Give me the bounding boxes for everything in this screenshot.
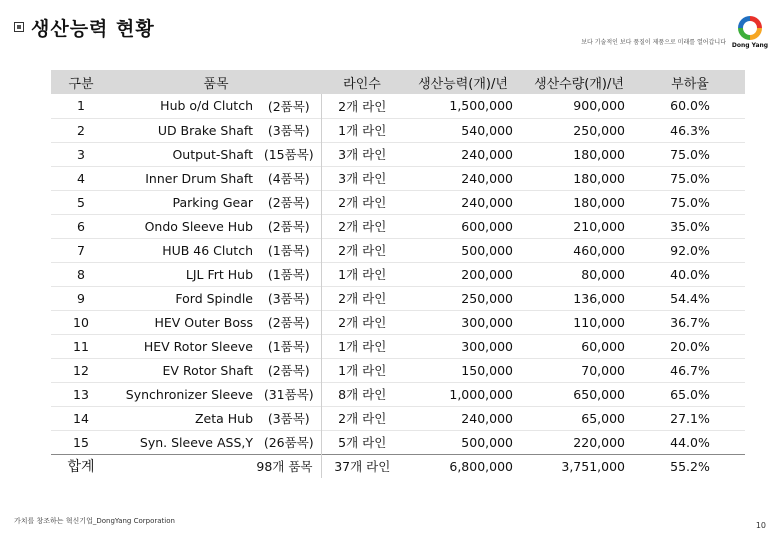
company-logo bbox=[731, 16, 769, 49]
table-row bbox=[51, 238, 745, 262]
item-count: (15품목) bbox=[257, 142, 321, 166]
line-count: 2개 라인 bbox=[338, 243, 387, 258]
table-row bbox=[51, 94, 745, 118]
page-header bbox=[14, 12, 155, 42]
capacity-value: 250,000 bbox=[461, 290, 513, 306]
row-number: 14 bbox=[73, 410, 89, 426]
item-count: (1품목) bbox=[257, 334, 321, 358]
table-row bbox=[51, 286, 745, 310]
item-name: UD Brake Shaft bbox=[157, 122, 253, 138]
total-load-rate: 55.2% bbox=[635, 454, 745, 478]
quantity-value: 650,000 bbox=[573, 386, 625, 402]
table-row bbox=[51, 334, 745, 358]
row-number: 6 bbox=[77, 218, 85, 234]
load-rate-value: 75.0% bbox=[670, 170, 710, 186]
quantity-value: 460,000 bbox=[573, 242, 625, 258]
item-count: (2품목) bbox=[257, 358, 321, 382]
line-count: 3개 라인 bbox=[338, 147, 387, 162]
quantity-value: 80,000 bbox=[581, 266, 625, 282]
item-name: HUB 46 Clutch bbox=[162, 242, 253, 258]
table-row bbox=[51, 118, 745, 142]
line-count: 2개 라인 bbox=[338, 315, 387, 330]
item-name: Output-Shaft bbox=[172, 146, 253, 162]
capacity-value: 240,000 bbox=[461, 170, 513, 186]
footer-text: 가치를 창조하는 혁신기업_DongYang Corporation bbox=[14, 517, 175, 525]
col-header-load-rate: 부하율 bbox=[671, 76, 709, 92]
quantity-value: 180,000 bbox=[573, 194, 625, 210]
line-count: 2개 라인 bbox=[338, 411, 387, 426]
quantity-value: 180,000 bbox=[573, 146, 625, 162]
row-number: 15 bbox=[73, 434, 89, 450]
load-rate-value: 36.7% bbox=[670, 314, 710, 330]
table-row bbox=[51, 214, 745, 238]
capacity-value: 300,000 bbox=[461, 314, 513, 330]
item-name: Inner Drum Shaft bbox=[145, 170, 253, 186]
item-name: HEV Outer Boss bbox=[154, 314, 253, 330]
quantity-value: 70,000 bbox=[581, 362, 625, 378]
item-count: (3품목) bbox=[257, 406, 321, 430]
square-bullet-icon bbox=[14, 22, 24, 32]
item-count: (1품목) bbox=[257, 238, 321, 262]
quantity-value: 180,000 bbox=[573, 170, 625, 186]
capacity-value: 300,000 bbox=[461, 338, 513, 354]
item-count: (1품목) bbox=[257, 262, 321, 286]
item-name: Zeta Hub bbox=[194, 410, 253, 426]
item-name: Hub o/d Clutch bbox=[160, 98, 253, 114]
load-rate-value: 27.1% bbox=[670, 410, 710, 426]
col-header-capacity: 생산능력(개)/년 bbox=[418, 76, 508, 92]
quantity-value: 250,000 bbox=[573, 122, 625, 138]
quantity-value: 210,000 bbox=[573, 218, 625, 234]
row-number: 12 bbox=[73, 362, 89, 378]
table-body bbox=[51, 94, 745, 478]
capacity-value: 240,000 bbox=[461, 146, 513, 162]
item-count: (3품목) bbox=[257, 118, 321, 142]
production-capacity-table bbox=[51, 70, 745, 478]
line-count: 2개 라인 bbox=[338, 195, 387, 210]
row-number: 4 bbox=[77, 170, 85, 186]
item-count: (2품목) bbox=[257, 190, 321, 214]
col-header-quantity: 생산수량(개)/년 bbox=[534, 76, 624, 92]
load-rate-value: 65.0% bbox=[670, 386, 710, 402]
page-number: 10 bbox=[755, 521, 766, 530]
total-item-count: 98개 품목 bbox=[111, 454, 321, 478]
table-row bbox=[51, 166, 745, 190]
quantity-value: 136,000 bbox=[573, 290, 625, 306]
row-number: 9 bbox=[77, 290, 85, 306]
item-count: (2품목) bbox=[257, 310, 321, 334]
quantity-value: 110,000 bbox=[573, 314, 625, 330]
total-row bbox=[51, 454, 745, 478]
table-row bbox=[51, 358, 745, 382]
item-name: Ford Spindle bbox=[175, 290, 253, 306]
col-header-no: 구분 bbox=[68, 76, 94, 92]
item-count: (2품목) bbox=[257, 214, 321, 238]
item-name: LJL Frt Hub bbox=[185, 266, 253, 282]
line-count: 2개 라인 bbox=[338, 219, 387, 234]
page-title: 생산능력 현황 bbox=[31, 17, 155, 40]
row-number: 13 bbox=[73, 386, 89, 402]
capacity-value: 540,000 bbox=[461, 122, 513, 138]
load-rate-value: 75.0% bbox=[670, 194, 710, 210]
company-tagline: 보다 기술적인 보다 품질이 제품으로 미래를 열어갑니다 bbox=[581, 39, 726, 46]
item-count: (26품목) bbox=[257, 430, 321, 454]
load-rate-value: 44.0% bbox=[670, 434, 710, 450]
table-row bbox=[51, 190, 745, 214]
item-name: Synchronizer Sleeve bbox=[125, 386, 253, 402]
capacity-value: 1,000,000 bbox=[449, 386, 513, 402]
item-count: (3품목) bbox=[257, 286, 321, 310]
row-number: 8 bbox=[77, 266, 85, 282]
quantity-value: 900,000 bbox=[573, 98, 625, 114]
load-rate-value: 75.0% bbox=[670, 146, 710, 162]
capacity-value: 240,000 bbox=[461, 410, 513, 426]
quantity-value: 220,000 bbox=[573, 434, 625, 450]
load-rate-value: 54.4% bbox=[670, 290, 710, 306]
table-row bbox=[51, 262, 745, 286]
logo-text: Dong Yang bbox=[731, 42, 769, 49]
row-number: 1 bbox=[77, 98, 85, 114]
quantity-value: 65,000 bbox=[581, 410, 625, 426]
line-count: 2개 라인 bbox=[338, 98, 387, 114]
item-name: Syn. Sleeve ASS,Y bbox=[139, 434, 253, 450]
line-count: 1개 라인 bbox=[338, 123, 387, 138]
load-rate-value: 40.0% bbox=[670, 266, 710, 282]
load-rate-value: 60.0% bbox=[670, 98, 710, 114]
row-number: 10 bbox=[73, 314, 89, 330]
total-capacity: 6,800,000 bbox=[403, 454, 523, 478]
quantity-value: 60,000 bbox=[581, 338, 625, 354]
item-count: (4품목) bbox=[257, 166, 321, 190]
load-rate-value: 92.0% bbox=[670, 242, 710, 258]
capacity-value: 240,000 bbox=[461, 194, 513, 210]
load-rate-value: 20.0% bbox=[670, 338, 710, 354]
logo-ring-icon bbox=[738, 16, 762, 40]
line-count: 8개 라인 bbox=[338, 387, 387, 402]
capacity-value: 500,000 bbox=[461, 434, 513, 450]
line-count: 1개 라인 bbox=[338, 339, 387, 354]
line-count: 3개 라인 bbox=[338, 171, 387, 186]
total-label: 합계 bbox=[51, 454, 111, 478]
line-count: 2개 라인 bbox=[338, 291, 387, 306]
item-name: Parking Gear bbox=[172, 194, 253, 210]
col-header-item: 품목 bbox=[203, 76, 229, 92]
table-row bbox=[51, 382, 745, 406]
item-name: HEV Rotor Sleeve bbox=[143, 338, 253, 354]
item-count: (31품목) bbox=[257, 382, 321, 406]
table-row bbox=[51, 406, 745, 430]
total-quantity: 3,751,000 bbox=[523, 454, 635, 478]
capacity-value: 600,000 bbox=[461, 218, 513, 234]
capacity-value: 200,000 bbox=[461, 266, 513, 282]
load-rate-value: 35.0% bbox=[670, 218, 710, 234]
line-count: 1개 라인 bbox=[338, 363, 387, 378]
table-row bbox=[51, 310, 745, 334]
item-name: EV Rotor Shaft bbox=[162, 362, 253, 378]
table-row bbox=[51, 430, 745, 454]
load-rate-value: 46.3% bbox=[670, 122, 710, 138]
row-number: 5 bbox=[77, 194, 85, 210]
capacity-value: 500,000 bbox=[461, 242, 513, 258]
table-header-row bbox=[51, 70, 745, 94]
total-line-count: 37개 라인 bbox=[321, 454, 403, 478]
row-number: 7 bbox=[77, 242, 85, 258]
load-rate-value: 46.7% bbox=[670, 362, 710, 378]
item-count: (2품목) bbox=[257, 94, 321, 118]
line-count: 5개 라인 bbox=[338, 435, 387, 450]
row-number: 11 bbox=[73, 338, 89, 354]
table-row bbox=[51, 142, 745, 166]
row-number: 2 bbox=[77, 122, 85, 138]
col-header-lines: 라인수 bbox=[343, 76, 381, 92]
item-name: Ondo Sleeve Hub bbox=[144, 218, 253, 234]
capacity-value: 150,000 bbox=[461, 362, 513, 378]
capacity-value: 1,500,000 bbox=[449, 98, 513, 114]
line-count: 1개 라인 bbox=[338, 267, 387, 282]
row-number: 3 bbox=[77, 146, 85, 162]
